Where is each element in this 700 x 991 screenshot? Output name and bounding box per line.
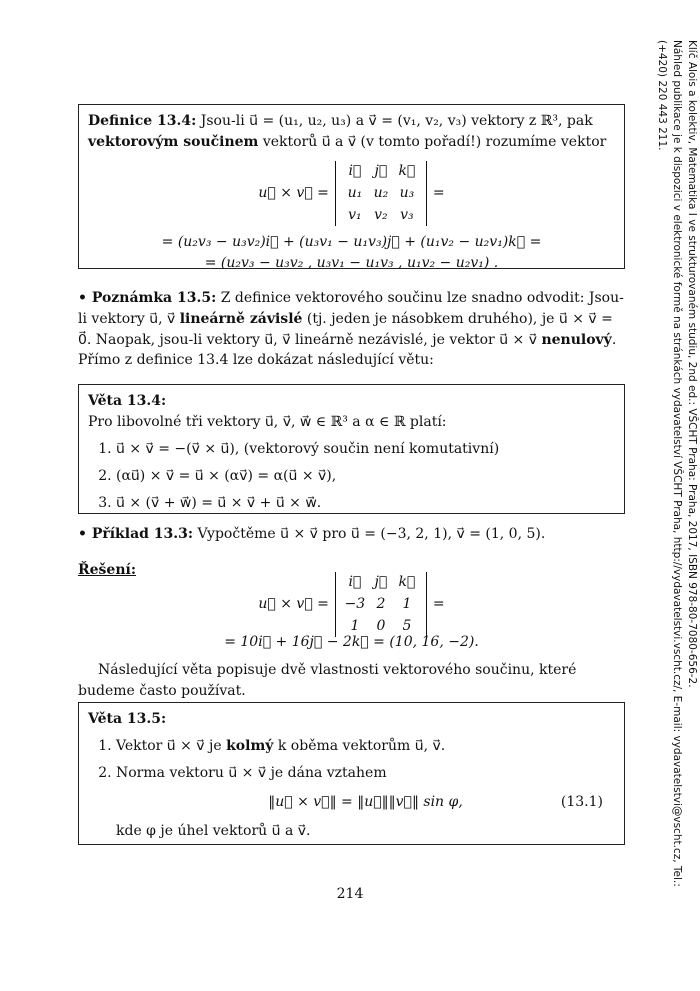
- theorem2-list: [88, 736, 615, 842]
- theorem2-item: [116, 736, 615, 757]
- sol-det-eq: =: [432, 596, 445, 612]
- remark-end: .: [611, 332, 617, 348]
- theorem1-box: [78, 384, 625, 514]
- definition-line3: = (u₂v₃ − u₃v₂ , u₃v₁ − u₁v₃ , u₁v₂ − u₂v₁) .: [204, 255, 499, 271]
- side-note-text: [653, 40, 699, 920]
- remark-text1: Z definice vektorového součinu lze snadno odvodit: Jsou-li vektory u⃗, v⃗: [78, 290, 624, 327]
- theorem1-item: 3. u⃗ × (v⃗ + w⃗) = u⃗ × v⃗ + u⃗ × w⃗.: [116, 493, 615, 514]
- theorem2-item1b: k oběma vektorům u⃗, v⃗.: [277, 738, 446, 754]
- det-cell: i⃗: [348, 574, 362, 590]
- remark-bold: lineárně závislé: [179, 311, 303, 327]
- det-cell: −3: [344, 596, 366, 612]
- definition-bold: vektorovým součinem: [88, 134, 259, 150]
- solution-title: Řešení:: [78, 562, 136, 578]
- det-cell: u₁: [347, 185, 363, 201]
- remark-paragraph: [78, 288, 625, 351]
- det-cell: j⃗: [374, 163, 388, 179]
- side-note: [643, 40, 699, 940]
- definition-determinant: [88, 161, 615, 226]
- prime-sentence: Přímo z definice 13.4 lze dokázat následující větu:: [78, 352, 434, 368]
- theorem2-item2: Norma vektoru u⃗ × v⃗ je dána vztahem: [116, 765, 387, 781]
- theorem2-item1a: Vektor u⃗ × v⃗ je: [116, 738, 222, 754]
- det-cell: u₃: [399, 185, 415, 201]
- det-matrix: [335, 161, 427, 226]
- det-lhs: u⃗ × v⃗ =: [258, 185, 329, 201]
- det-cell: 1: [402, 596, 412, 612]
- det-eq: =: [432, 185, 445, 201]
- remark-text2: (tj. jeden je násobkem druhého), je u⃗ × v⃗ = 0⃗. Naopak, jsou-li vektory u⃗, v⃗: [78, 311, 613, 348]
- example-text: Vypočtěme u⃗ × v⃗ pro u⃗ = (−3, 2, 1), v⃗ = (1, 0, 5).: [197, 526, 546, 542]
- theorem2-title: Věta 13.5:: [88, 711, 167, 727]
- definition-text: Jsou-li u⃗ = (u₁, u₂, u₃) a v⃗ = (v₁, v₂, v₃) vektory z ℝ³, pak: [200, 113, 593, 129]
- equation-number: (13.1): [560, 794, 603, 810]
- following-paragraph: Následující věta popisuje dvě vlastnosti vektorového součinu, které budeme často používat.: [78, 662, 577, 699]
- det-cell: v₂: [374, 207, 388, 223]
- theorem2-formula-row: [116, 792, 615, 813]
- definition-title: Definice 13.4:: [88, 113, 197, 129]
- det-cell: j⃗: [374, 574, 388, 590]
- example-title: • Příklad 13.3:: [78, 526, 194, 542]
- theorem1-title: Věta 13.4:: [88, 393, 167, 409]
- det-cell: 1: [350, 618, 360, 634]
- definition-intro: [88, 111, 615, 153]
- side-note-line1: Klíč Alois a kolektiv, Matematika I ve strukturovaném studiu, 2nd ed.: VŠCHT Praha: Praha, 2017, ISBN 978-80-7080-656-2.: [686, 40, 698, 688]
- theorem2-where: kde φ je úhel vektorů u⃗ a v⃗.: [116, 823, 311, 839]
- det-cell: 5: [402, 618, 412, 634]
- remark-title: • Poznámka 13.5:: [78, 290, 217, 306]
- theorem1-intro: Pro libovolné tři vektory u⃗, v⃗, w⃗ ∈ ℝ³ a α ∈ ℝ platí:: [88, 414, 447, 430]
- theorem2-box: [78, 702, 625, 845]
- det-cell: 2: [376, 596, 386, 612]
- definition-line2: = (u₂v₃ − u₃v₂)i⃗ + (u₃v₁ − u₁v₃)j⃗ + (u₁v₂ − u₂v₁)k⃗ =: [161, 234, 542, 250]
- definition-rest: vektorů u⃗ a v⃗ (v tomto pořadí!) rozumíme vektor: [262, 134, 607, 150]
- theorem1-item: 2. (αu⃗) × v⃗ = u⃗ × (αv⃗) = α(u⃗ × v⃗),: [116, 466, 615, 487]
- det-cell: u₂: [373, 185, 389, 201]
- theorem1-list: [88, 439, 615, 514]
- solution-result: = 10i⃗ + 16j⃗ − 2k⃗ = (10, 16, −2).: [224, 634, 479, 650]
- theorem2-formula: ‖u⃗ × v⃗‖ = ‖u⃗‖‖v⃗‖ sin φ,: [268, 794, 463, 810]
- remark-text3: lineárně nezávislé, je vektor u⃗ × v⃗: [294, 332, 537, 348]
- side-note-line2: Náhled publikace je k dispozici v elektronické formě na stránkách vydavatelství VŠCHT Praha, http://vydavatelstvi.vscht.cz/, E-mail: vydavatelstvi@vscht.cz, Tel.: (+420) 220 443 211.: [655, 40, 683, 887]
- sol-det-lhs: u⃗ × v⃗ =: [258, 596, 329, 612]
- example-line: [78, 524, 625, 545]
- solution-determinant: [78, 572, 625, 637]
- remark-bold2: nenulový: [541, 332, 612, 348]
- det-cell: v₃: [400, 207, 414, 223]
- det-cell: 0: [376, 618, 386, 634]
- det-cell: v₁: [348, 207, 362, 223]
- definition-box: [78, 104, 625, 269]
- sol-det-matrix: [335, 572, 427, 637]
- det-cell: k⃗: [398, 574, 416, 590]
- det-cell: k⃗: [398, 163, 416, 179]
- theorem2-item: [116, 763, 615, 842]
- page-number: 214: [336, 886, 364, 902]
- theorem2-item1-bold: kolmý: [226, 738, 274, 754]
- det-cell: i⃗: [348, 163, 362, 179]
- theorem1-item: 1. u⃗ × v⃗ = −(v⃗ × u⃗), (vektorový součin není komutativní): [116, 439, 615, 460]
